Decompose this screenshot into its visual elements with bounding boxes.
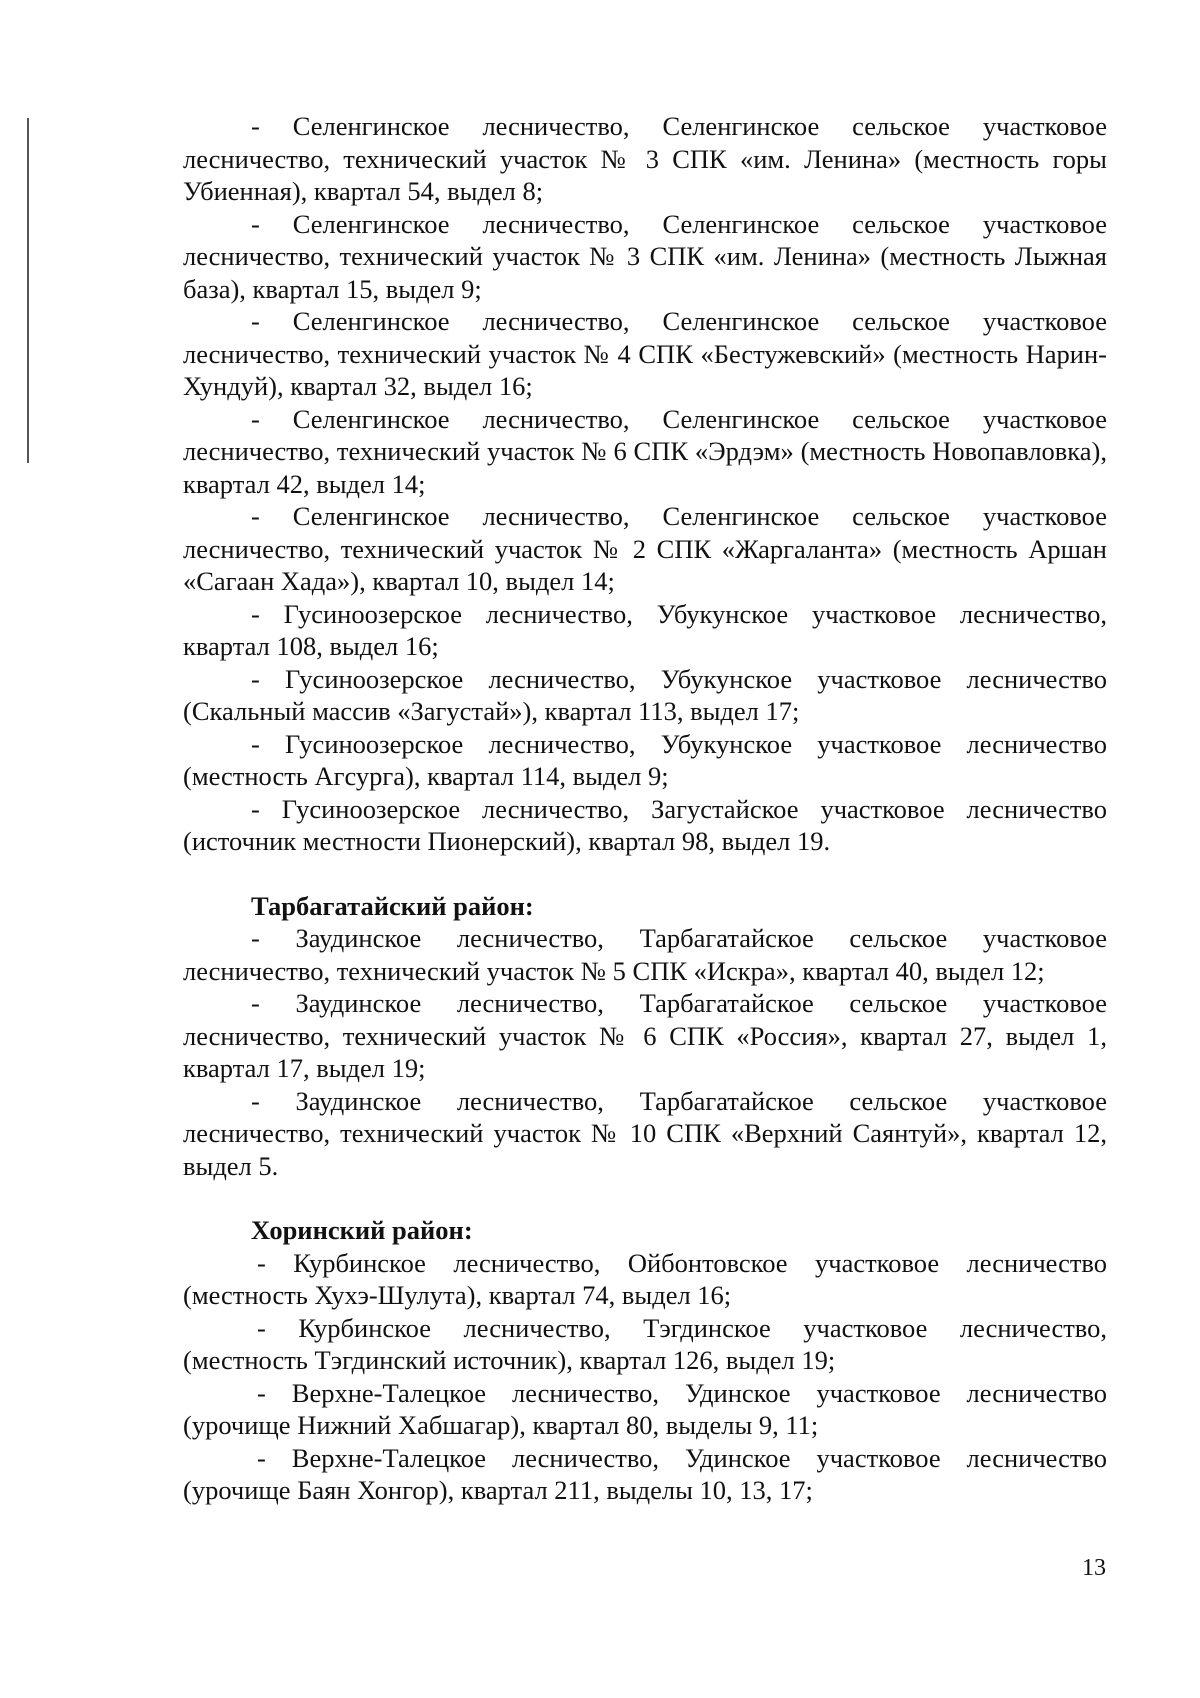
list-item: - Заудинское лесничество, Тарбагатайское сельское участковое лесничество, технический участок № 6 СПК «Россия», квартал 27, выдел 1, квартал 17, выдел 19; [183,988,1107,1083]
section-gap [183,858,1107,890]
list-item: - Гусиноозерское лесничество, Загустайское участковое лесничество (источник местности Пионерский), квартал 98, выдел 19. [183,793,1107,856]
list-item: - Селенгинское лесничество, Селенгинское сельское участковое лесничество, технический участок № 3 СПК «им. Ленина» (местность горы Убиенная), квартал 54, выдел 8; [183,111,1107,206]
section-heading-khorinsk: Хоринский район: [251,1215,473,1245]
list-item: - Селенгинское лесничество, Селенгинское сельское участковое лесничество, технический участок № 3 СПК «им. Ленина» (местность Лыжная база), квартал 15, выдел 9; [183,208,1107,304]
list-item: - Селенгинское лесничество, Селенгинское сельское участковое лесничество, технический участок № 2 СПК «Жаргаланта» (местность Аршан «Сагаан Хада»), квартал 10, выдел 14; [183,501,1107,596]
list-item: - Верхне-Талецкое лесничество, Удинское участковое лесничество (урочище Нижний Хабшагар), квартал 80, выделы 9, 11; [183,1377,1107,1440]
list-item: - Гусиноозерское лесничество, Убукунское участковое лесничество (Скальный массив «Загустай»), квартал 113, выдел 17; [183,663,1107,726]
list-item: - Селенгинское лесничество, Селенгинское сельское участковое лесничество, технический участок № 6 СПК «Эрдэм» (местность Новопавловка), квартал 42, выдел 14; [183,403,1107,499]
document-body [183,110,1107,1507]
list-item: - Курбинское лесничество, Ойбонтовское участковое лесничество (местность Хухэ-Шулута), квартал 74, выдел 16; [183,1247,1107,1310]
list-item: - Заудинское лесничество, Тарбагатайское сельское участковое лесничество, технический участок № 5 СПК «Искра», квартал 40, выдел 12; [183,923,1107,986]
page-number: 13 [1082,1555,1106,1581]
section-heading-tarbagatai: Тарбагатайский район: [251,890,534,921]
list-item: - Верхне-Талецкое лесничество, Удинское участковое лесничество (урочище Баян Хонгор), квартал 211, выделы 10, 13, 17; [183,1442,1107,1505]
list-item: - Курбинское лесничество, Тэгдинское участковое лесничество, (местность Тэгдинский источник), квартал 126, выдел 19; [183,1312,1107,1375]
list-item: - Гусиноозерское лесничество, Убукунское участковое лесничество (местность Агсурга), квартал 114, выдел 9; [183,728,1107,791]
margin-mark [27,118,29,463]
list-item: - Селенгинское лесничество, Селенгинское сельское участковое лесничество, технический участок № 4 СПК «Бестужевский» (местность Нарин-Хундуй), квартал 32, выдел 16; [183,306,1107,401]
section-gap [183,1182,1107,1214]
list-item: - Гусиноозерское лесничество, Убукунское участковое лесничество, квартал 108, выдел 16; [183,598,1107,661]
list-item: - Заудинское лесничество, Тарбагатайское сельское участковое лесничество, технический участок № 10 СПК «Верхний Саянтуй», квартал 12, выдел 5. [183,1085,1107,1181]
